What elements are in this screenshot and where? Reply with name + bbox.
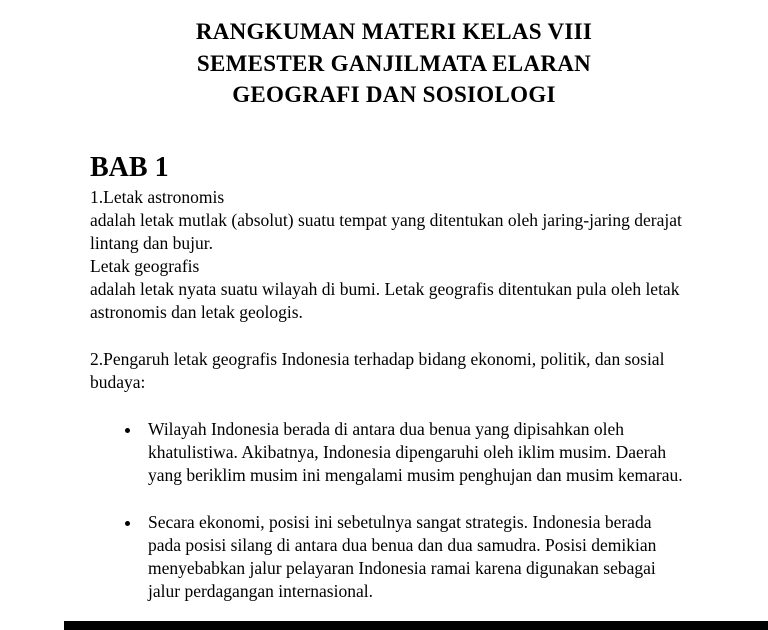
- section-2: [90, 348, 684, 394]
- list-item: • Wilayah Indonesia berada di antara dua benua yang dipisahkan oleh khatulistiwa. Akibatnya, Indonesia dipengaruhi oleh iklim musim. Daerah yang beriklim musim ini mengalami musim penghujan dan musim kemarau.: [142, 418, 684, 487]
- impact-bullet-list: [118, 418, 684, 604]
- title-line-1: RANGKUMAN MATERI KELAS VIII: [195, 19, 593, 44]
- letak-geografis-label: Letak geografis: [90, 256, 200, 277]
- list-item: • Secara ekonomi, posisi ini sebetulnya sangat strategis. Indonesia berada pada posisi silang di antara dua benua dan dua samudra. Posisi demikian menyebabkan jalur pelayaran Indonesia ramai karena digunakan sebagai jalur perdagangan internasional.: [142, 511, 684, 603]
- letak-geografis-definition: adalah letak nyata suatu wilayah di bumi. Letak geografis ditentukan pula oleh letak astronomis dan letak geologis.: [90, 279, 680, 323]
- letak-astronomis-definition: adalah letak mutlak (absolut) suatu tempat yang ditentukan oleh jaring-jaring derajat lintang dan bujur.: [90, 210, 682, 254]
- title-line-3: GEOGRAFI DAN SOSIOLOGI: [232, 82, 556, 108]
- bottom-black-bar: [64, 621, 768, 630]
- section-1: [90, 186, 684, 325]
- chapter-heading: BAB 1: [90, 152, 169, 184]
- section-2-intro: 2.Pengaruh letak geografis Indonesia terhadap bidang ekonomi, politik, dan sosial budaya:: [90, 348, 665, 392]
- letak-astronomis-label: 1.Letak astronomis: [90, 187, 225, 207]
- document-title: [90, 16, 698, 111]
- title-line-2: SEMESTER GANJILMATA ELARAN: [196, 50, 592, 76]
